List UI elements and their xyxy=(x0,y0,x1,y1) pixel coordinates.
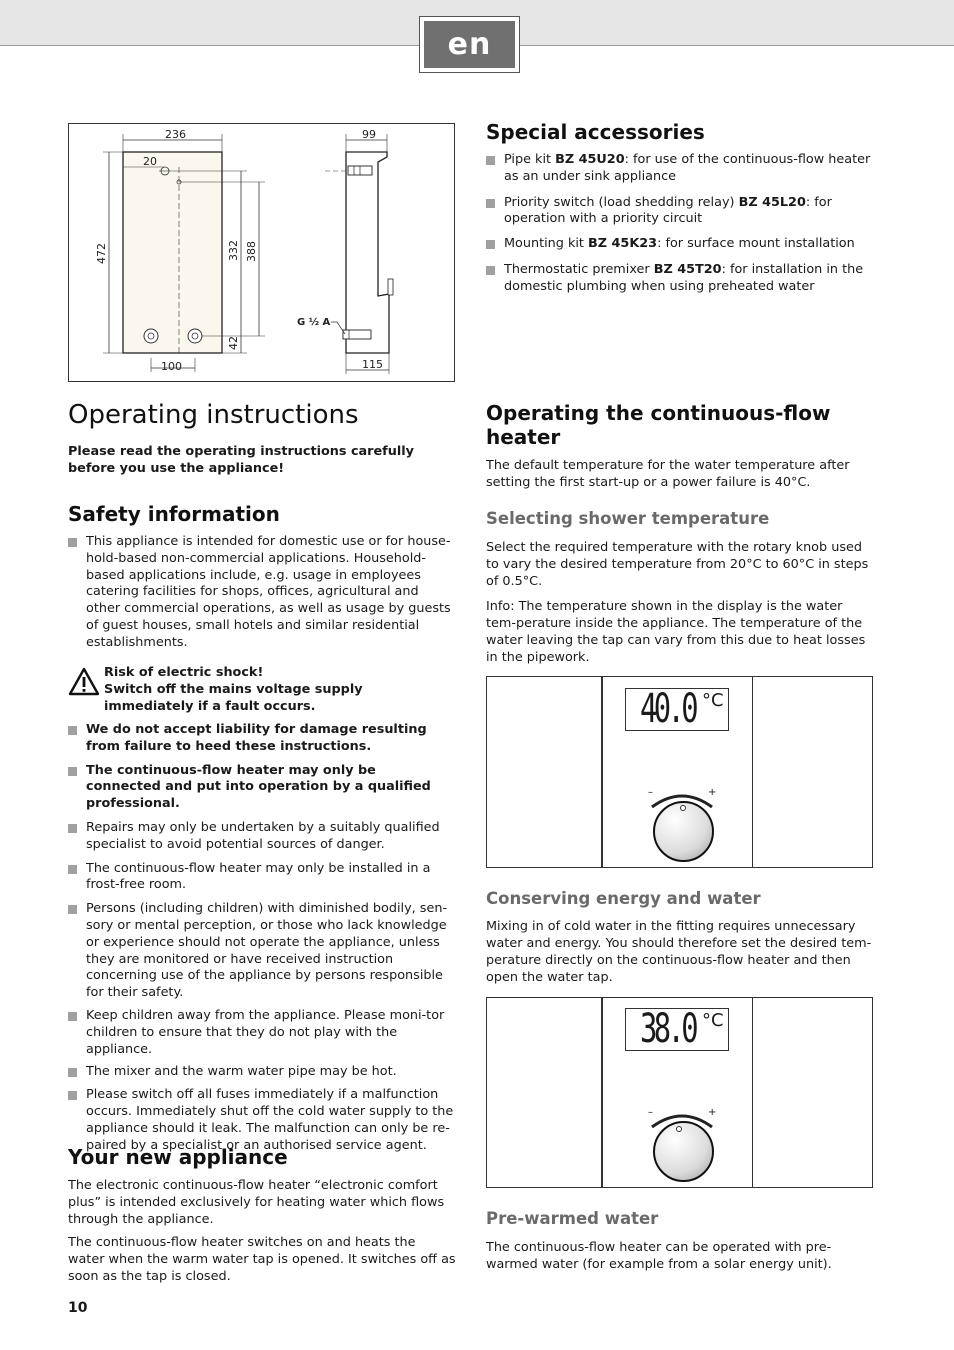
shower-temp-para-1: Select the required temperature with the rotary knob used to vary the desired temperature from 20°C to 60°C in steps of 0.5°C. xyxy=(486,540,869,589)
temperature-display xyxy=(625,688,729,731)
accessory-text: Priority switch (load shedding relay) xyxy=(504,194,739,210)
language-tag: en xyxy=(424,21,515,68)
safety-item: The mixer and the warm water pipe may be hot. xyxy=(68,1064,454,1081)
accessory-text: : for installation in the domestic plumbing when using preheated water xyxy=(504,261,864,294)
safety-item: Please switch off all fuses immediately if a malfunction occurs. Immediately shut off the cold water supply to the appliance should it leak. The malfunction can only be re-paired by a specialist or an authorised service agent. xyxy=(68,1087,454,1154)
safety-title: Safety information xyxy=(68,502,280,526)
warning-icon xyxy=(68,667,100,697)
thread-label: G ½ A xyxy=(297,317,331,328)
plus-label: + xyxy=(708,787,717,798)
new-appliance-para-1: The electronic continuous-flow heater “electronic comfort plus” is intended exclusively for heating water which flows through the appliance. xyxy=(68,1178,445,1227)
control-panel-figure-1 xyxy=(486,676,873,868)
new-appliance-para-2: The continuous-flow heater switches on and heats the water when the warm water tap is opened. It switches off as soon as the tap is closed. xyxy=(68,1235,456,1284)
safety-item: This appliance is intended for domestic use or for house-hold-based non-commercial applications. Household-based applications include, e.g. usage in employees catering facilities for shops, offices, agricultural and other commercial operations, as well as usage by guests of guest houses, small hotels and similar residential establishments. xyxy=(68,534,454,652)
shower-temp-para-2: Info: The temperature shown in the display is the water tem-perature inside the appliance. The temperature of the water leaving the tap can vary from this due to heat losses in the pipework. xyxy=(486,599,866,665)
conserving-para: Mixing in of cold water in the fitting requires unnecessary water and energy. You should therefore set the desired tem-perature directly on the continuous-flow heater and then open the water tap. xyxy=(486,919,872,985)
page-number: 10 xyxy=(68,1300,88,1316)
dim-388: 388 xyxy=(245,241,258,262)
accessory-code: BZ 45L20 xyxy=(738,194,806,210)
dim-115: 115 xyxy=(362,358,383,371)
rotary-knob[interactable] xyxy=(653,1121,714,1182)
accessories-title: Special accessories xyxy=(486,120,705,144)
operating-heater-title: Operating the continuous-flow heater xyxy=(486,401,831,449)
accessory-text: : for surface mount installation xyxy=(657,236,855,252)
panel-divider xyxy=(752,677,753,867)
accessory-item xyxy=(486,195,874,229)
display-unit: °C xyxy=(702,1010,724,1031)
safety-item: Repairs may only be undertaken by a suitably qualified specialist to avoid potential sources of danger. xyxy=(68,820,454,854)
safety-list-2 xyxy=(68,722,454,1154)
operating-instructions-intro: Please read the operating instructions carefully before you use the appliance! xyxy=(68,444,414,476)
minus-label: – xyxy=(648,1107,653,1118)
display-value: 40.0 xyxy=(640,686,695,732)
safety-item: The continuous-flow heater may only be connected and put into operation by a qualified professional. xyxy=(68,763,454,813)
accessory-text: Pipe kit xyxy=(504,152,556,167)
prewarmed-para: The continuous-flow heater can be operated with pre-warmed water (for example from a solar energy unit). xyxy=(486,1240,832,1272)
accessory-text: : for operation with a priority circuit xyxy=(504,194,832,227)
dimension-drawing-svg xyxy=(69,124,456,383)
dim-99: 99 xyxy=(362,128,376,141)
safety-item: Persons (including children) with diminished bodily, sen-sory or mental perception, or those who lack knowledge or experience should not operate the appliance, unless they are monitored or have received instruction concerning use of the appliance by persons responsible for their safety. xyxy=(68,901,454,1002)
accessory-item xyxy=(486,262,874,296)
warning-detail: Switch off the mains voltage supply immediately if a fault occurs. xyxy=(104,682,363,714)
safety-item: Keep children away from the appliance. Please moni-tor children to ensure that they do not play with the appliance. xyxy=(68,1008,454,1058)
conserving-title: Conserving energy and water xyxy=(486,889,761,908)
knob-indicator xyxy=(680,805,686,811)
shower-temp-title: Selecting shower temperature xyxy=(486,509,770,528)
warning-text xyxy=(104,664,456,715)
dim-100: 100 xyxy=(161,360,182,373)
operating-heater-para: The default temperature for the water temperature after setting the first start-up or a power failure is 40°C. xyxy=(486,458,850,490)
dimension-drawing xyxy=(68,123,455,382)
accessory-text: : for use of the continuous-flow heater as an under sink appliance xyxy=(504,152,871,184)
panel-divider xyxy=(601,998,603,1187)
dim-472: 472 xyxy=(95,243,108,264)
minus-label: – xyxy=(648,787,653,798)
display-unit: °C xyxy=(702,690,724,711)
dim-20: 20 xyxy=(143,155,157,168)
dim-236: 236 xyxy=(165,128,186,141)
accessory-code: BZ 45T20 xyxy=(653,261,722,277)
display-value: 38.0 xyxy=(640,1006,695,1052)
accessory-text: Mounting kit xyxy=(504,236,589,252)
warning-title: Risk of electric shock! xyxy=(104,665,264,680)
safety-item: The continuous-flow heater may only be installed in a frost-free room. xyxy=(68,861,454,895)
panel-divider xyxy=(752,998,753,1187)
accessory-item xyxy=(486,152,874,186)
knob-indicator xyxy=(676,1126,682,1132)
accessory-text: Thermostatic premixer xyxy=(504,261,654,277)
new-appliance-title: Your new appliance xyxy=(68,1145,288,1169)
temperature-display xyxy=(625,1008,729,1051)
safety-list-1 xyxy=(68,534,454,652)
operating-instructions-title: Operating instructions xyxy=(68,400,359,430)
dim-42: 42 xyxy=(227,336,240,350)
control-panel-figure-2 xyxy=(486,997,873,1188)
plus-label: + xyxy=(708,1107,717,1118)
accessory-code: BZ 45U20 xyxy=(555,152,625,167)
rotary-knob[interactable] xyxy=(653,801,714,862)
safety-item: We do not accept liability for damage resulting from failure to heed these instructions. xyxy=(68,722,454,756)
accessories-list xyxy=(486,152,874,296)
accessory-code: BZ 45K23 xyxy=(588,236,658,252)
panel-divider xyxy=(601,677,603,867)
prewarmed-title: Pre-warmed water xyxy=(486,1209,659,1228)
language-tag-frame xyxy=(419,16,520,73)
accessory-item xyxy=(486,236,874,253)
dim-332: 332 xyxy=(227,240,240,261)
